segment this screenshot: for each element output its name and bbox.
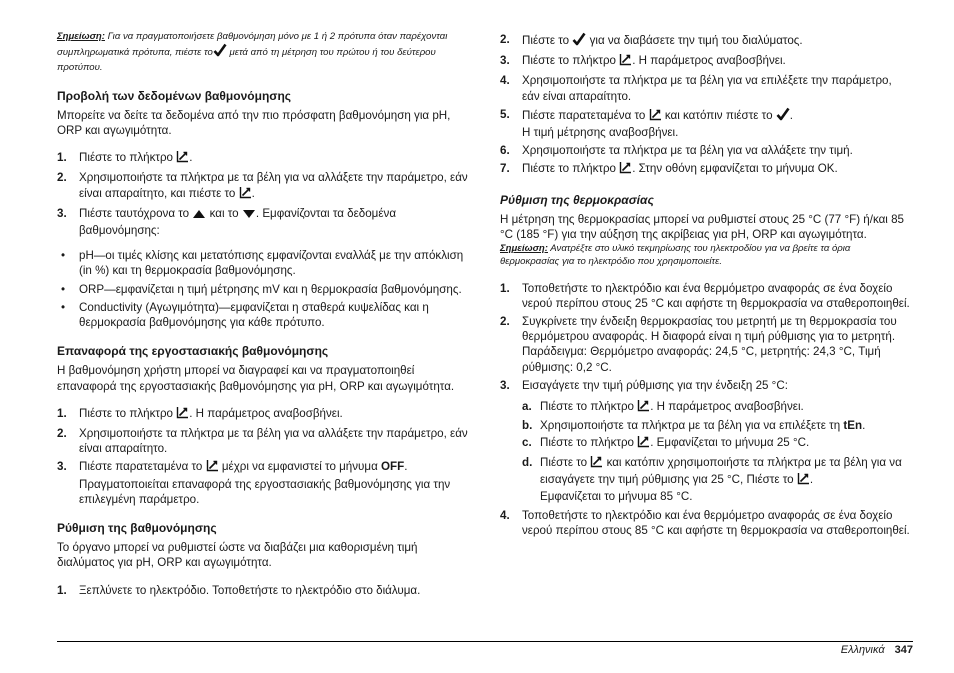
- note-label: Σημείωση:: [57, 31, 105, 42]
- step-text: Πιέστε το: [522, 34, 570, 47]
- step-text: Πιέστε το πλήκτρο: [522, 162, 616, 176]
- step-item: 7. Πιέστε το πλήκτρο . Στην οθόνη εμφανίζεται το μήνυμα OK.: [500, 161, 912, 178]
- step-item: 4. Χρησιμοποιήστε τα πλήκτρα με τα βέλη για να επιλέξετε την παράμετρο, εάν είναι απαραίτητο.: [500, 74, 892, 103]
- note-label: Σημείωση:: [500, 243, 548, 255]
- note-electrode-limits: [500, 242, 912, 268]
- step-item: 2. Χρησιμοποιήστε τα πλήκτρα με τα βέλη για να αλλάξετε την παράμετρο, εάν είναι απαραίτητο.: [57, 427, 468, 456]
- step-item: 4. Τοποθετήστε το ηλεκτρόδιο και ένα θερμόμετρο αναφοράς σε ένα δοχείο νερού περίπου στους 85 °C και αφήστε τη θερμοκρασία να σταθεροποιηθεί.: [500, 509, 910, 538]
- example-text: Παράδειγμα: Θερμόμετρο αναφοράς: 24,5 °C, μετρητής: 24,3 °C, Τιμή ρύθμισης: 0,2 °C.: [522, 345, 881, 374]
- step-text: . Η παράμετρος αναβοσβήνει.: [189, 406, 343, 420]
- bullet-item: • ORP—εμφανίζεται η τιμή μέτρησης mV και η θερμοκρασία βαθμονόμησης.: [61, 282, 462, 296]
- step-text: Χρησιμοποιήστε τα πλήκτρα με τα βέλη για να επιλέξετε τη: [540, 419, 844, 433]
- step-text: Ξεπλύνετε το ηλεκτρόδιο. Τοποθετήστε το ηλεκτρόδιο στο διάλυμα.: [79, 583, 421, 597]
- steps-list: [57, 583, 473, 598]
- step-text: Πιέστε το: [540, 455, 588, 469]
- section-heading-adjust-calibration: Ρύθμιση της βαθμονόμησης: [57, 521, 217, 536]
- note-text: Για να πραγματοποιήσετε βαθμονόμηση μόνο με 1 ή 2 πρότυπα όταν παρέχονται συμπληρωματικά πρότυπα, πιέστε το: [57, 31, 448, 59]
- step-text: και το: [209, 206, 239, 220]
- step-text: Πιέστε το πλήκτρο: [540, 400, 634, 414]
- calibration-key-icon: [176, 406, 189, 423]
- page-number: 347: [894, 644, 913, 656]
- calibration-key-icon: [619, 53, 632, 70]
- step-text: . Η παράμετρος αναβοσβήνει.: [650, 400, 804, 414]
- steps-list: [57, 150, 473, 238]
- calibration-key-icon: [206, 459, 219, 476]
- footer-divider: [57, 641, 913, 642]
- up-arrow-icon: [192, 208, 206, 223]
- down-arrow-icon: [242, 208, 256, 223]
- substep-item: b. Χρησιμοποιήστε τα πλήκτρα με τα βέλη για να επιλέξετε τη tEn.: [522, 419, 866, 433]
- checkmark-icon: [572, 32, 586, 50]
- step-text: για να διαβάσετε την τιμή του διαλύματος.: [586, 34, 803, 47]
- substep-item: d. Πιέστε το και κατόπιν χρησιμοποιήστε τα πλήκτρα με τα βέλη για να εισαγάγετε την τιμή ρύθμισης για 25 °C, Πιέστε το . Εμφανίζεται το μήνυμα 85 °C.: [522, 455, 912, 505]
- step-item: 6. Χρησιμοποιήστε τα πλήκτρα με τα βέλη για να αλλάξετε την τιμή.: [500, 144, 853, 158]
- step-item: 2. Χρησιμοποιήστε τα πλήκτρα με τα βέλη για να αλλάξετε την παράμετρο, εάν είναι απαραίτητο, και πιέστε το .: [57, 170, 473, 202]
- step-item: 3. Εισαγάγετε την τιμή ρύθμισης για την ένδειξη 25 °C: a. Πιέστε το πλήκτρο . Η παράμετρος αναβοσβήνει. b. Χρησιμοποιήστε τα πλήκτρα με τα βέλη για να επιλέξετε τη tEn. c. Πιέστε το πλήκτρο . Εμφανίζεται το μήνυμα 25 °C. d. Πιέστε το και κατόπιν χρησιμοποιήστε τα πλήκτρα με τα βέλη για να εισαγάγετε την τιμή ρύθμισης για 25 °C, Πιέστε το . Εμφανίζεται το μήνυμα 85 °C.: [500, 378, 912, 504]
- step-text: .: [251, 186, 255, 200]
- section-heading-view-calibration: Προβολή των δεδομένων βαθμονόμησης: [57, 88, 292, 103]
- calibration-key-icon: [590, 455, 603, 472]
- right-column: [500, 30, 912, 542]
- section-intro: Το όργανο μπορεί να ρυθμιστεί ώστε να διαβάζει μια καθορισμένη τιμή διαλύματος για pH, ORP και αγωγιμότητα.: [57, 541, 418, 570]
- steps-list: [500, 281, 912, 539]
- step-text: Χρησιμοποιήστε τα πλήκτρα με τα βέλη για να επιλέξετε την παράμετρο, εάν είναι απαραίτητο.: [522, 74, 892, 103]
- substeps-list: [522, 399, 912, 504]
- checkmark-icon: [213, 43, 227, 61]
- step-text: Πιέστε ταυτόχρονα το: [79, 206, 190, 220]
- step-text: .: [189, 151, 193, 165]
- calibration-key-icon: [619, 161, 632, 178]
- step-item: 2. Συγκρίνετε την ένδειξη θερμοκρασίας του μετρητή με τη θερμοκρασία του θερμόμετρου αναφοράς. Η διαφορά είναι η τιμή ρύθμισης για το μετρητή. Παράδειγμα: Θερμόμετρο αναφοράς: 24,5 °C, μετρητής: 24,3 °C, Τιμή ρύθμισης: 0,2 °C.: [500, 314, 912, 375]
- section-heading-reset-calibration: Επαναφορά της εργοστασιακής βαθμονόμησης: [57, 344, 329, 359]
- step-item: 3. Πιέστε παρατεταμένα το μέχρι να εμφανιστεί το μήνυμα OFF. Πραγματοποιείται επαναφορά της εργοστασιακής βαθμονόμησης για την επιλεγμένη παράμετρο.: [57, 460, 451, 506]
- off-message: OFF: [381, 460, 405, 474]
- step-text: Τοποθετήστε το ηλεκτρόδιο και ένα θερμόμετρο αναφοράς σε ένα δοχείο νερού περίπου στους 85 °C και αφήστε τη θερμοκρασία να σταθεροποιηθεί.: [522, 509, 910, 538]
- step-text: .: [862, 419, 866, 433]
- note-text: μετά από τη μέτρηση του πρώτου ή του δεύτερου προτύπου.: [57, 47, 436, 74]
- calibration-key-icon: [797, 472, 810, 489]
- section-intro: Μπορείτε να δείτε τα δεδομένα από την πιο πρόσφατη βαθμονόμηση για pH, ORP και αγωγιμότητα.: [57, 108, 451, 138]
- step-item: 3. Πιέστε ταυτόχρονα το και το . Εμφανίζονται τα δεδομένα βαθμονόμησης:: [57, 206, 397, 238]
- step-text: Εμφανίζεται το μήνυμα 85 °C.: [540, 490, 693, 504]
- calibration-key-icon: [637, 399, 650, 416]
- step-text: .: [809, 472, 814, 486]
- step-item: 1. Τοποθετήστε το ηλεκτρόδιο και ένα θερμόμετρο αναφοράς σε ένα δοχείο νερού περίπου στους 25 °C και αφήστε τη θερμοκρασία να σταθεροποιηθεί.: [500, 281, 910, 310]
- step-text: και κατόπιν χρησιμοποιήστε τα πλήκτρα με τα βέλη για να εισαγάγετε την τιμή ρύθμισης για 25 °C, Πιέστε το: [540, 455, 902, 486]
- step-text: Χρησιμοποιήστε τα πλήκτρα με τα βέλη για να αλλάξετε την τιμή.: [522, 144, 853, 158]
- step-item: 1. Πιέστε το πλήκτρο .: [57, 150, 473, 167]
- step-item: 2. Πιέστε το για να διαβάσετε την τιμή του διαλύματος.: [500, 32, 912, 50]
- step-text: . Εμφανίζονται τα δεδομένα βαθμονόμησης:: [79, 206, 397, 238]
- step-text: . Η παράμετρος αναβοσβήνει.: [632, 54, 786, 68]
- section-intro: Η βαθμονόμηση χρήστη μπορεί να διαγραφεί και να πραγματοποιηθεί επαναφορά της εργοστασιακής βαθμονόμησης για pH, ORP και αγωγιμότητα.: [57, 364, 455, 393]
- bullet-item: • Conductivity (Αγωγιμότητα)—εμφανίζεται η σταθερά κυψελίδας και η θερμοκρασία βαθμονόμησης για κάθε πρότυπο.: [61, 300, 429, 330]
- step-item: 3. Πιέστε το πλήκτρο . Η παράμετρος αναβοσβήνει.: [500, 53, 912, 70]
- step-item: 1. Ξεπλύνετε το ηλεκτρόδιο. Τοποθετήστε το ηλεκτρόδιο στο διάλυμα.: [57, 583, 421, 597]
- bullet-text: Conductivity (Αγωγιμότητα)—εμφανίζεται η σταθερά κυψελίδας και η θερμοκρασία βαθμονόμησης για κάθε πρότυπο.: [79, 300, 429, 330]
- step-text: . Στην οθόνη εμφανίζεται το μήνυμα OK.: [632, 162, 838, 176]
- substep-item: c. Πιέστε το πλήκτρο . Εμφανίζεται το μήνυμα 25 °C.: [522, 435, 912, 452]
- step-item: 1. Πιέστε το πλήκτρο . Η παράμετρος αναβοσβήνει.: [57, 406, 473, 423]
- calibration-key-icon: [649, 108, 662, 125]
- bullet-text: pH—οι τιμές κλίσης και μετατόπισης εμφανίζονται εναλλάξ με την απόκλιση (in %) και τη θερμοκρασία βαθμονόμησης.: [79, 249, 464, 278]
- note-calibration-standards: [57, 30, 473, 75]
- step-text: Εισαγάγετε την τιμή ρύθμισης για την ένδειξη 25 °C:: [522, 378, 788, 392]
- step-text: Χρησιμοποιήστε τα πλήκτρα με τα βέλη για να αλλάξετε την παράμετρο, εάν είναι απαραίτητο, και πιέστε το: [79, 171, 468, 200]
- bullet-item: • pH—οι τιμές κλίσης και μετατόπισης εμφανίζονται εναλλάξ με την απόκλιση (in %) και τη θερμοκρασία βαθμονόμησης.: [61, 249, 464, 278]
- step-text: Τοποθετήστε το ηλεκτρόδιο και ένα θερμόμετρο αναφοράς σε ένα δοχείο νερού περίπου στους 25 °C και αφήστε τη θερμοκρασία να σταθεροποιηθεί.: [522, 281, 910, 310]
- calibration-key-icon: [637, 435, 650, 452]
- step-text: Πιέστε παρατεταμένα το: [79, 460, 203, 474]
- step-text: Η τιμή μέτρησης αναβοσβήνει.: [522, 126, 679, 140]
- note-text: Ανατρέξτε στο υλικό τεκμηρίωσης του ηλεκτροδίου για να βρείτε τα όρια θερμοκρασίας για το ηλεκτρόδιο που χρησιμοποιείτε.: [500, 243, 851, 268]
- steps-list: [500, 32, 912, 179]
- step-text: Χρησιμοποιήστε τα πλήκτρα με τα βέλη για να αλλάξετε την παράμετρο, εάν είναι απαραίτητο.: [79, 427, 468, 456]
- left-column: [57, 30, 473, 601]
- calibration-key-icon: [176, 150, 189, 167]
- step-text: μέχρι να εμφανιστεί το μήνυμα: [218, 460, 381, 474]
- section-intro: Η μέτρηση της θερμοκρασίας μπορεί να ρυθμιστεί στους 25 °C (77 °F) ή/και 85 °C (185 °F) για την αύξηση της ακρίβειας για pH, ORP και αγωγιμότητα.: [500, 212, 904, 242]
- section-heading-temperature-adjust: Ρύθμιση της θερμοκρασίας: [500, 192, 654, 207]
- bullet-list: [57, 248, 473, 330]
- substep-item: a. Πιέστε το πλήκτρο . Η παράμετρος αναβοσβήνει.: [522, 399, 912, 416]
- steps-list: [57, 406, 473, 507]
- checkmark-icon: [776, 107, 790, 125]
- step-text: Πιέστε παρατεταμένα το: [522, 108, 646, 122]
- step-text: . Εμφανίζεται το μήνυμα 25 °C.: [650, 436, 810, 450]
- footer-language: Ελληνικά: [840, 644, 885, 656]
- calibration-key-icon: [239, 186, 252, 203]
- step-text: Πιέστε το πλήκτρο: [540, 436, 634, 450]
- step-text: Συγκρίνετε την ένδειξη θερμοκρασίας του μετρητή με τη θερμοκρασία του θερμόμετρου αναφοράς. Η διαφορά είναι η τιμή ρύθμισης για το μετρητή.: [522, 315, 897, 344]
- bullet-text: ORP—εμφανίζεται η τιμή μέτρησης mV και η θερμοκρασία βαθμονόμησης.: [79, 282, 462, 296]
- step-text: Πιέστε το πλήκτρο: [79, 151, 173, 165]
- step-text: . Πραγματοποιείται επαναφορά της εργοστασιακής βαθμονόμησης για την επιλεγμένη παράμετρο.: [79, 460, 451, 506]
- ten-option: tEn: [843, 419, 863, 433]
- step-item: 5. Πιέστε παρατεταμένα το και κατόπιν πιέστε το . Η τιμή μέτρησης αναβοσβήνει.: [500, 107, 912, 140]
- step-text: .: [789, 108, 794, 122]
- step-text: Πιέστε το πλήκτρο: [522, 54, 616, 68]
- step-text: και κατόπιν πιέστε το: [661, 108, 773, 122]
- page-footer: [841, 643, 913, 658]
- step-text: Πιέστε το πλήκτρο: [79, 406, 173, 420]
